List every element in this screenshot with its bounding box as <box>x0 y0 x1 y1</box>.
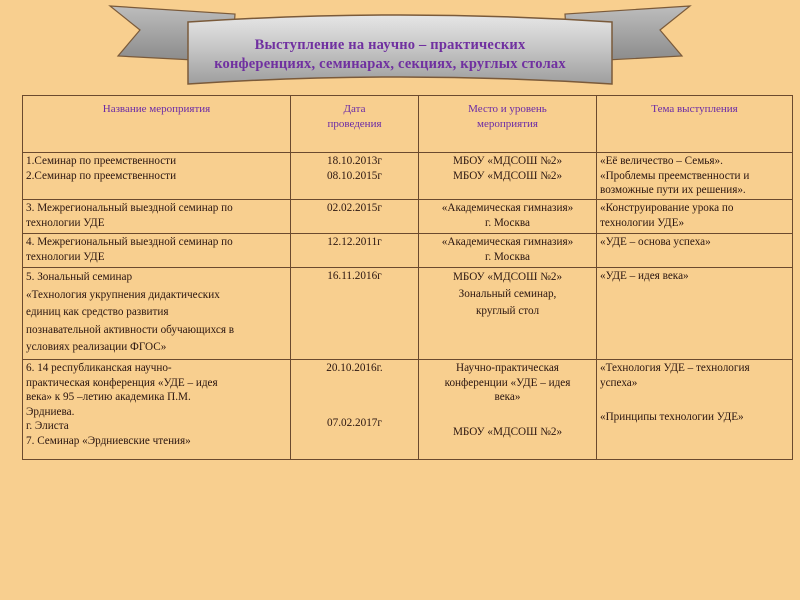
cell-date <box>291 200 419 234</box>
cell-topic <box>597 234 793 268</box>
cell-topic <box>597 153 793 200</box>
cell-date <box>291 268 419 360</box>
cell-line: г. Москва <box>485 216 530 229</box>
page-title-line-1: Выступление на научно – практических <box>254 37 526 53</box>
header-date-line-2: проведения <box>327 117 382 130</box>
cell-spacer <box>294 376 415 396</box>
table-row <box>23 153 793 200</box>
header-place-line-2: мероприятия <box>477 117 538 130</box>
cell-line: «Академическая гимназия» <box>441 236 574 248</box>
cell-line: технологии УДЕ <box>26 250 105 263</box>
cell-topic <box>597 200 793 234</box>
cell-topic <box>597 360 793 460</box>
table-row <box>23 268 793 360</box>
cell-line: 1.Семинар по преемственности <box>26 155 177 167</box>
cell-line: Научно-практическая <box>456 362 559 374</box>
cell-line: конференции «УДЕ – идея <box>444 376 571 389</box>
cell-line: МБОУ «МДСОШ №2» <box>452 155 563 167</box>
cell-name <box>23 200 291 234</box>
cell-topic <box>597 268 793 360</box>
cell-line: технологии УДЕ» <box>600 216 685 229</box>
cell-spacer <box>422 405 593 425</box>
cell-line: «Академическая гимназия» <box>441 202 574 214</box>
cell-line: 08.10.2015г <box>327 169 382 182</box>
cell-line: круглый стол <box>475 305 540 317</box>
table-row <box>23 360 793 460</box>
cell-line: 12.12.2011г <box>327 236 382 248</box>
cell-line: МБОУ «МДСОШ №2» <box>452 169 563 182</box>
cell-place <box>419 234 597 268</box>
cell-line: «Её величество – Семья». <box>600 155 723 167</box>
cell-line: МБОУ «МДСОШ №2» <box>452 425 563 438</box>
cell-line: Эрдниева. <box>26 405 75 418</box>
cell-spacer <box>600 390 789 410</box>
cell-line: технологии УДЕ <box>26 216 105 229</box>
cell-line: 7. Семинар «Эрдниевские чтения» <box>26 434 191 447</box>
cell-name <box>23 234 291 268</box>
cell-name <box>23 268 291 360</box>
cell-place <box>419 200 597 234</box>
cell-date <box>291 234 419 268</box>
cell-line: 5. Зональный семинар <box>26 271 133 283</box>
cell-line: «УДЕ – идея века» <box>600 270 689 282</box>
cell-date <box>291 153 419 200</box>
cell-place <box>419 360 597 460</box>
cell-place <box>419 268 597 360</box>
events-table <box>22 95 793 460</box>
cell-place <box>419 153 597 200</box>
cell-line: «Проблемы преемственности и <box>600 169 750 182</box>
cell-line: 2.Семинар по преемственности <box>26 169 177 182</box>
cell-name <box>23 153 291 200</box>
cell-line: 16.11.2016г <box>327 270 382 282</box>
cell-line: века» <box>494 391 521 404</box>
cell-line: 02.02.2015г <box>327 202 382 214</box>
cell-line: Зональный семинар, <box>458 288 557 300</box>
cell-date <box>291 360 419 460</box>
cell-line: г. Элиста <box>26 420 69 433</box>
cell-line: г. Москва <box>485 250 530 263</box>
cell-line: 6. 14 республиканская научно- <box>26 362 172 374</box>
cell-line: условиях реализации ФГОС» <box>26 341 167 354</box>
cell-line: 20.10.2016г. <box>326 362 383 374</box>
cell-line: МБОУ «МДСОШ №2» <box>452 271 563 283</box>
cell-line: 18.10.2013г <box>327 155 382 167</box>
cell-line: «УДЕ – основа успеха» <box>600 236 711 248</box>
cell-line: единиц как средство развития <box>26 306 169 319</box>
title-banner <box>0 0 800 100</box>
header-date <box>291 96 419 153</box>
cell-line: 07.02.2017г <box>327 416 382 429</box>
cell-line: успеха» <box>600 376 638 389</box>
cell-line: «Конструирование урока по <box>600 202 734 214</box>
cell-line: века» к 95 –летию академика П.М. <box>26 391 191 404</box>
cell-line: познавательной активности обучающихся в <box>26 323 235 336</box>
header-place-line-1: Место и уровень <box>468 103 547 115</box>
page-title <box>190 36 590 74</box>
table-row <box>23 234 793 268</box>
cell-line: «Технология УДЕ – технология <box>600 362 750 374</box>
header-date-line-1: Дата <box>343 103 366 115</box>
table-row <box>23 200 793 234</box>
cell-spacer <box>294 396 415 416</box>
cell-line: 3. Межрегиональный выездной семинар по <box>26 202 233 214</box>
cell-line: возможные пути их решения». <box>600 184 746 197</box>
header-name: Название мероприятия <box>23 96 291 153</box>
header-place <box>419 96 597 153</box>
header-topic: Тема выступления <box>597 96 793 153</box>
cell-name <box>23 360 291 460</box>
cell-line: «Технология укрупнения дидактических <box>26 288 220 301</box>
cell-line: 4. Межрегиональный выездной семинар по <box>26 236 233 248</box>
cell-line: «Принципы технологии УДЕ» <box>600 411 744 424</box>
page-title-line-2: конференциях, семинарах, секциях, круглых столах <box>214 56 566 72</box>
cell-line: практическая конференция «УДЕ – идея <box>26 376 218 389</box>
table-header-row <box>23 96 793 153</box>
